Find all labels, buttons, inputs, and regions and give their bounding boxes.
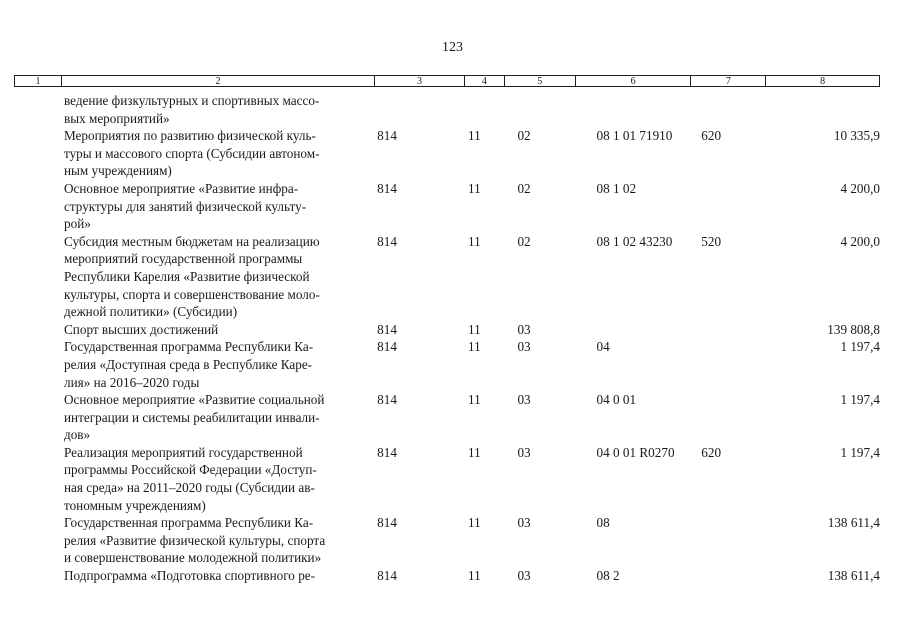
row-c6: 08 1 02 43230 xyxy=(596,233,673,249)
row-c6: 08 1 01 71910 xyxy=(596,128,673,144)
row-c7 xyxy=(697,391,770,444)
row-description-line: рой» xyxy=(64,216,91,232)
table-row xyxy=(14,444,880,514)
table-row xyxy=(14,514,880,567)
row-description xyxy=(14,391,371,444)
row-description xyxy=(14,92,371,127)
row-description-line: и совершенствование молодежной политики» xyxy=(64,550,322,566)
row-c6: 04 0 01 xyxy=(596,392,637,408)
row-c8 xyxy=(770,92,880,127)
table-row xyxy=(14,127,880,180)
row-description-line: Государственная программа Республики Ка- xyxy=(64,515,314,531)
row-c3: 814 xyxy=(377,339,397,355)
table-header xyxy=(14,75,880,87)
row-c5: 03 xyxy=(517,444,531,460)
row-description-line: программы Российской Федерации «Доступ- xyxy=(64,462,317,478)
row-c4: 11 xyxy=(468,568,481,584)
row-c7: 620 xyxy=(701,128,722,144)
row-description-line: Реализация мероприятий государственной xyxy=(64,444,303,460)
row-description-line: мероприятий государственной программы xyxy=(64,251,303,267)
row-c7 xyxy=(697,180,770,233)
row-c4: 11 xyxy=(468,444,481,460)
row-c8: 138 611,4 xyxy=(827,568,880,584)
row-description-line: Спорт высших достижений xyxy=(64,321,219,337)
row-c6 xyxy=(593,92,698,127)
table-row xyxy=(14,92,880,127)
header-col-2: 2 xyxy=(62,76,375,86)
row-c3 xyxy=(371,92,464,127)
table-body xyxy=(14,92,880,585)
row-c3: 814 xyxy=(377,568,397,584)
row-c7 xyxy=(697,92,770,127)
row-description-line: культуры, спорта и совершенствование моло- xyxy=(64,286,320,302)
row-description-line: Основное мероприятие «Развитие социальной xyxy=(64,392,325,408)
row-c4: 11 xyxy=(468,128,481,144)
row-description xyxy=(14,127,371,180)
row-description-line: Мероприятия по развитию физической куль- xyxy=(64,128,316,144)
row-description-line: релия «Развитие физической культуры, спорта xyxy=(64,532,326,548)
row-c7: 620 xyxy=(701,444,722,460)
row-description-line: Субсидия местным бюджетам на реализацию xyxy=(64,233,320,249)
row-description-line: Подпрограмма «Подготовка спортивного ре- xyxy=(64,568,316,584)
row-c5 xyxy=(513,92,592,127)
header-col-5: 5 xyxy=(505,76,576,86)
row-description-line: Республики Карелия «Развитие физической xyxy=(64,268,310,284)
row-c6: 08 2 xyxy=(596,568,620,584)
row-c8: 10 335,9 xyxy=(833,128,880,144)
row-c4: 11 xyxy=(468,515,481,531)
row-description-line: Государственная программа Республики Ка- xyxy=(64,339,314,355)
row-description-line: интеграции и системы реабилитации инвали- xyxy=(64,409,320,425)
row-description xyxy=(14,338,371,391)
row-c7 xyxy=(697,321,770,339)
row-c6: 08 1 02 xyxy=(596,180,637,196)
row-description xyxy=(14,233,371,321)
row-description-line: структуры для занятий физической культу- xyxy=(64,198,307,214)
row-c6: 08 xyxy=(596,515,610,531)
row-description-line: Основное мероприятие «Развитие инфра- xyxy=(64,180,299,196)
row-description-line: туры и массового спорта (Субсидии автоном- xyxy=(64,145,320,161)
header-col-7: 7 xyxy=(691,76,766,86)
row-c3: 814 xyxy=(377,515,397,531)
table-row xyxy=(14,180,880,233)
row-description xyxy=(14,514,371,567)
row-c3: 814 xyxy=(377,321,397,337)
row-c7 xyxy=(697,567,770,585)
row-c5: 03 xyxy=(517,321,531,337)
row-c3: 814 xyxy=(377,128,397,144)
table-row xyxy=(14,321,880,339)
row-description-line: дов» xyxy=(64,427,91,443)
table-row xyxy=(14,338,880,391)
row-c5: 02 xyxy=(517,180,531,196)
row-c3: 814 xyxy=(377,233,397,249)
row-c5: 03 xyxy=(517,339,531,355)
row-c5: 02 xyxy=(517,233,531,249)
row-c8: 4 200,0 xyxy=(840,233,880,249)
row-description-line: вых мероприятий» xyxy=(64,110,170,126)
row-c3: 814 xyxy=(377,392,397,408)
row-description-line: ная среда» на 2011–2020 годы (Субсидии ав- xyxy=(64,480,315,496)
row-description xyxy=(14,321,371,339)
row-c4: 11 xyxy=(468,233,481,249)
table-row xyxy=(14,391,880,444)
row-c7 xyxy=(697,514,770,567)
row-c4: 11 xyxy=(468,321,481,337)
row-c8: 1 197,4 xyxy=(840,339,880,355)
header-col-3: 3 xyxy=(375,76,465,86)
table-row xyxy=(14,567,880,585)
row-c7: 520 xyxy=(701,233,722,249)
row-c8: 138 611,4 xyxy=(827,515,880,531)
row-c3: 814 xyxy=(377,444,397,460)
row-c6: 04 xyxy=(596,339,610,355)
row-c6: 04 0 01 R0270 xyxy=(596,444,675,460)
row-c5: 02 xyxy=(517,128,531,144)
header-col-1: 1 xyxy=(15,76,62,86)
header-col-6: 6 xyxy=(576,76,692,86)
row-description-line: тономным учреждениям) xyxy=(64,497,206,513)
row-description-line: лия» на 2016–2020 годы xyxy=(64,374,200,390)
row-description xyxy=(14,180,371,233)
row-description xyxy=(14,567,371,585)
header-col-4: 4 xyxy=(465,76,505,86)
row-c7 xyxy=(697,338,770,391)
row-description xyxy=(14,444,371,514)
row-c4: 11 xyxy=(468,180,481,196)
row-c3: 814 xyxy=(377,180,397,196)
row-c5: 03 xyxy=(517,392,531,408)
row-c4 xyxy=(464,92,513,127)
row-c5: 03 xyxy=(517,568,531,584)
row-c4: 11 xyxy=(468,339,481,355)
row-c8: 139 808,8 xyxy=(827,321,880,337)
row-description-line: релия «Доступная среда в Республике Каре- xyxy=(64,356,313,372)
row-description-line: дежной политики» (Субсидии) xyxy=(64,304,238,320)
row-c8: 1 197,4 xyxy=(840,392,880,408)
row-description-line: ным учреждениям) xyxy=(64,163,172,179)
table-row xyxy=(14,233,880,321)
row-c8: 4 200,0 xyxy=(840,180,880,196)
row-c8: 1 197,4 xyxy=(840,444,880,460)
page-number: 123 xyxy=(442,40,463,55)
row-c6 xyxy=(593,321,698,339)
header-col-8: 8 xyxy=(820,76,826,87)
row-description-line: ведение физкультурных и спортивных массо- xyxy=(64,93,320,108)
row-c4: 11 xyxy=(468,392,481,408)
row-c5: 03 xyxy=(517,515,531,531)
